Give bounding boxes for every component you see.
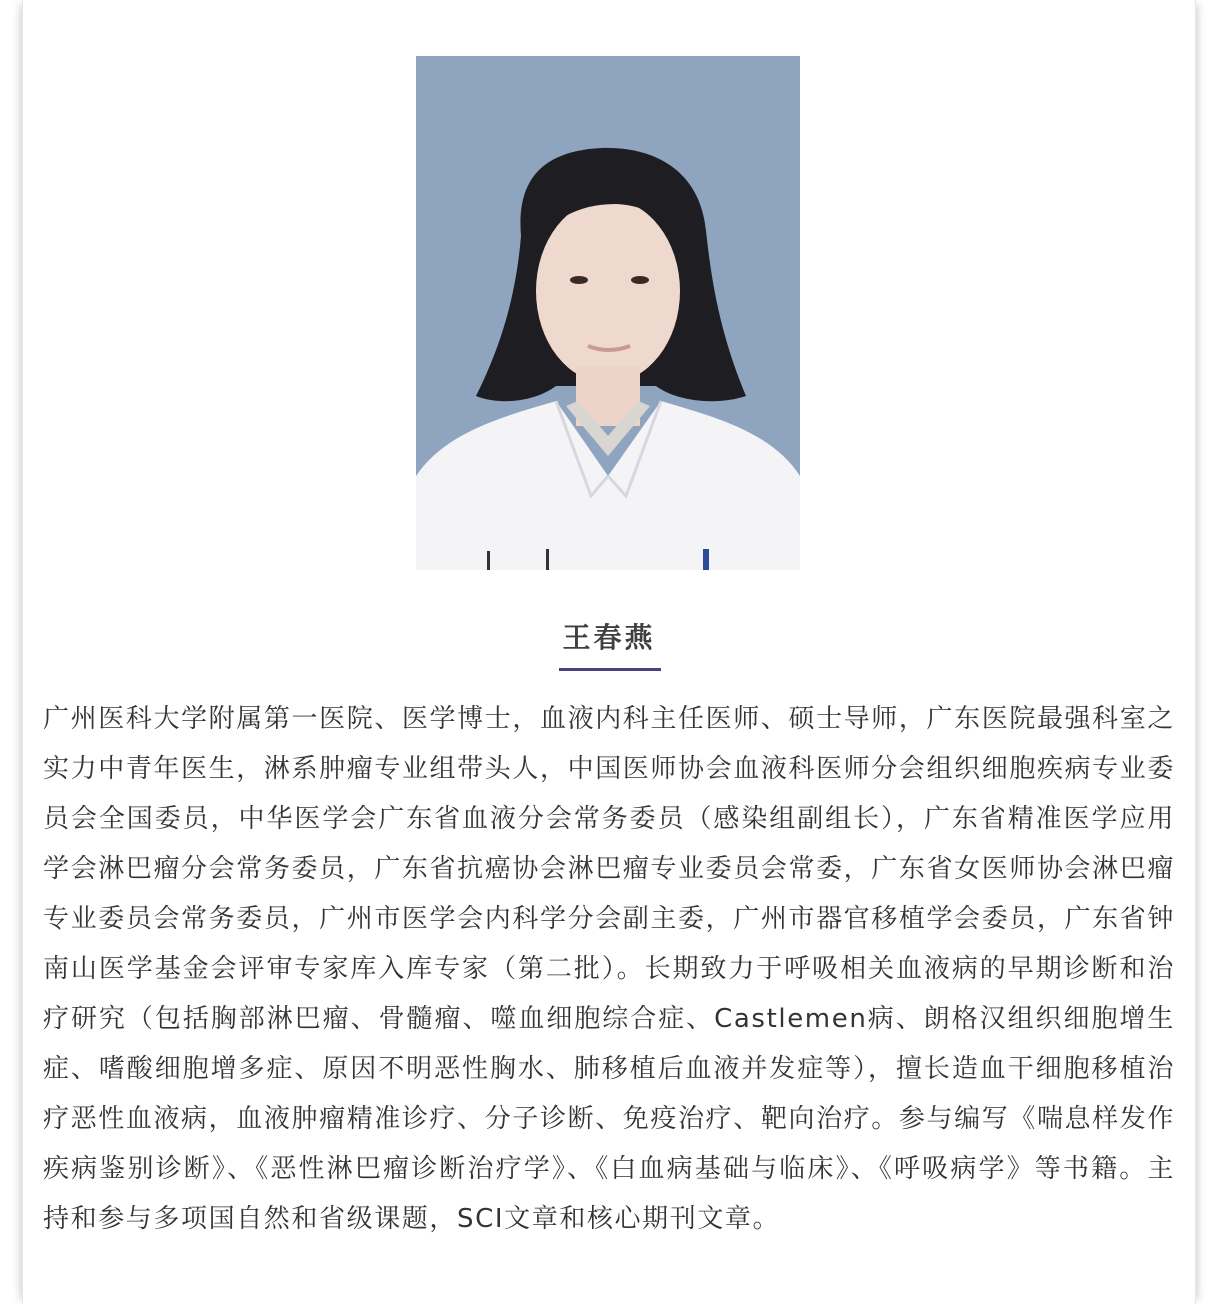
doctor-bio-paragraph: 广州医科大学附属第一医院、医学博士，血液内科主任医师、硕士导师，广东医院最强科室之实力中青年医生，淋系肿瘤专业组带头人，中国医师协会血液科医师分会组织细胞疾病专业委员会全国委员，中华医学会广东省血液分会常务委员（感染组副组长），广东省精准医学应用学会淋巴瘤分会常务委员，广东省抗癌协会淋巴瘤专业委员会常委，广东省女医师协会淋巴瘤专业委员会常务委员，广州市医学会内科学分会副主委，广州市器官移植学会委员，广东省钟南山医学基金会评审专家库入库专家（第二批）。长期致力于呼吸相关血液病的早期诊断和治疗研究（包括胸部淋巴瘤、骨髓瘤、噬血细胞综合症、Castlemen病、朗格汉组织细胞增生症、嗜酸细胞增多症、原因不明恶性胸水、肺移植后血液并发症等），擅长造血干细胞移植治疗恶性血液病，血液肿瘤精准诊疗、分子诊断、免疫治疗、靶向治疗。参与编写《喘息样发作疾病鉴别诊断》、《恶性淋巴瘤诊断治疗学》、《白血病基础与临床》、《呼吸病学》等书籍。主持和参与多项国自然和省级课题，SCI文章和核心期刊文章。 <box>43 704 1175 1234</box>
doctor-portrait-image <box>416 56 800 570</box>
doctor-name-block <box>23 618 1195 668</box>
name-underline-divider <box>559 668 661 671</box>
portrait-illustration <box>416 56 800 570</box>
article-page <box>22 0 1196 1304</box>
doctor-name: 王春燕 <box>562 621 656 654</box>
